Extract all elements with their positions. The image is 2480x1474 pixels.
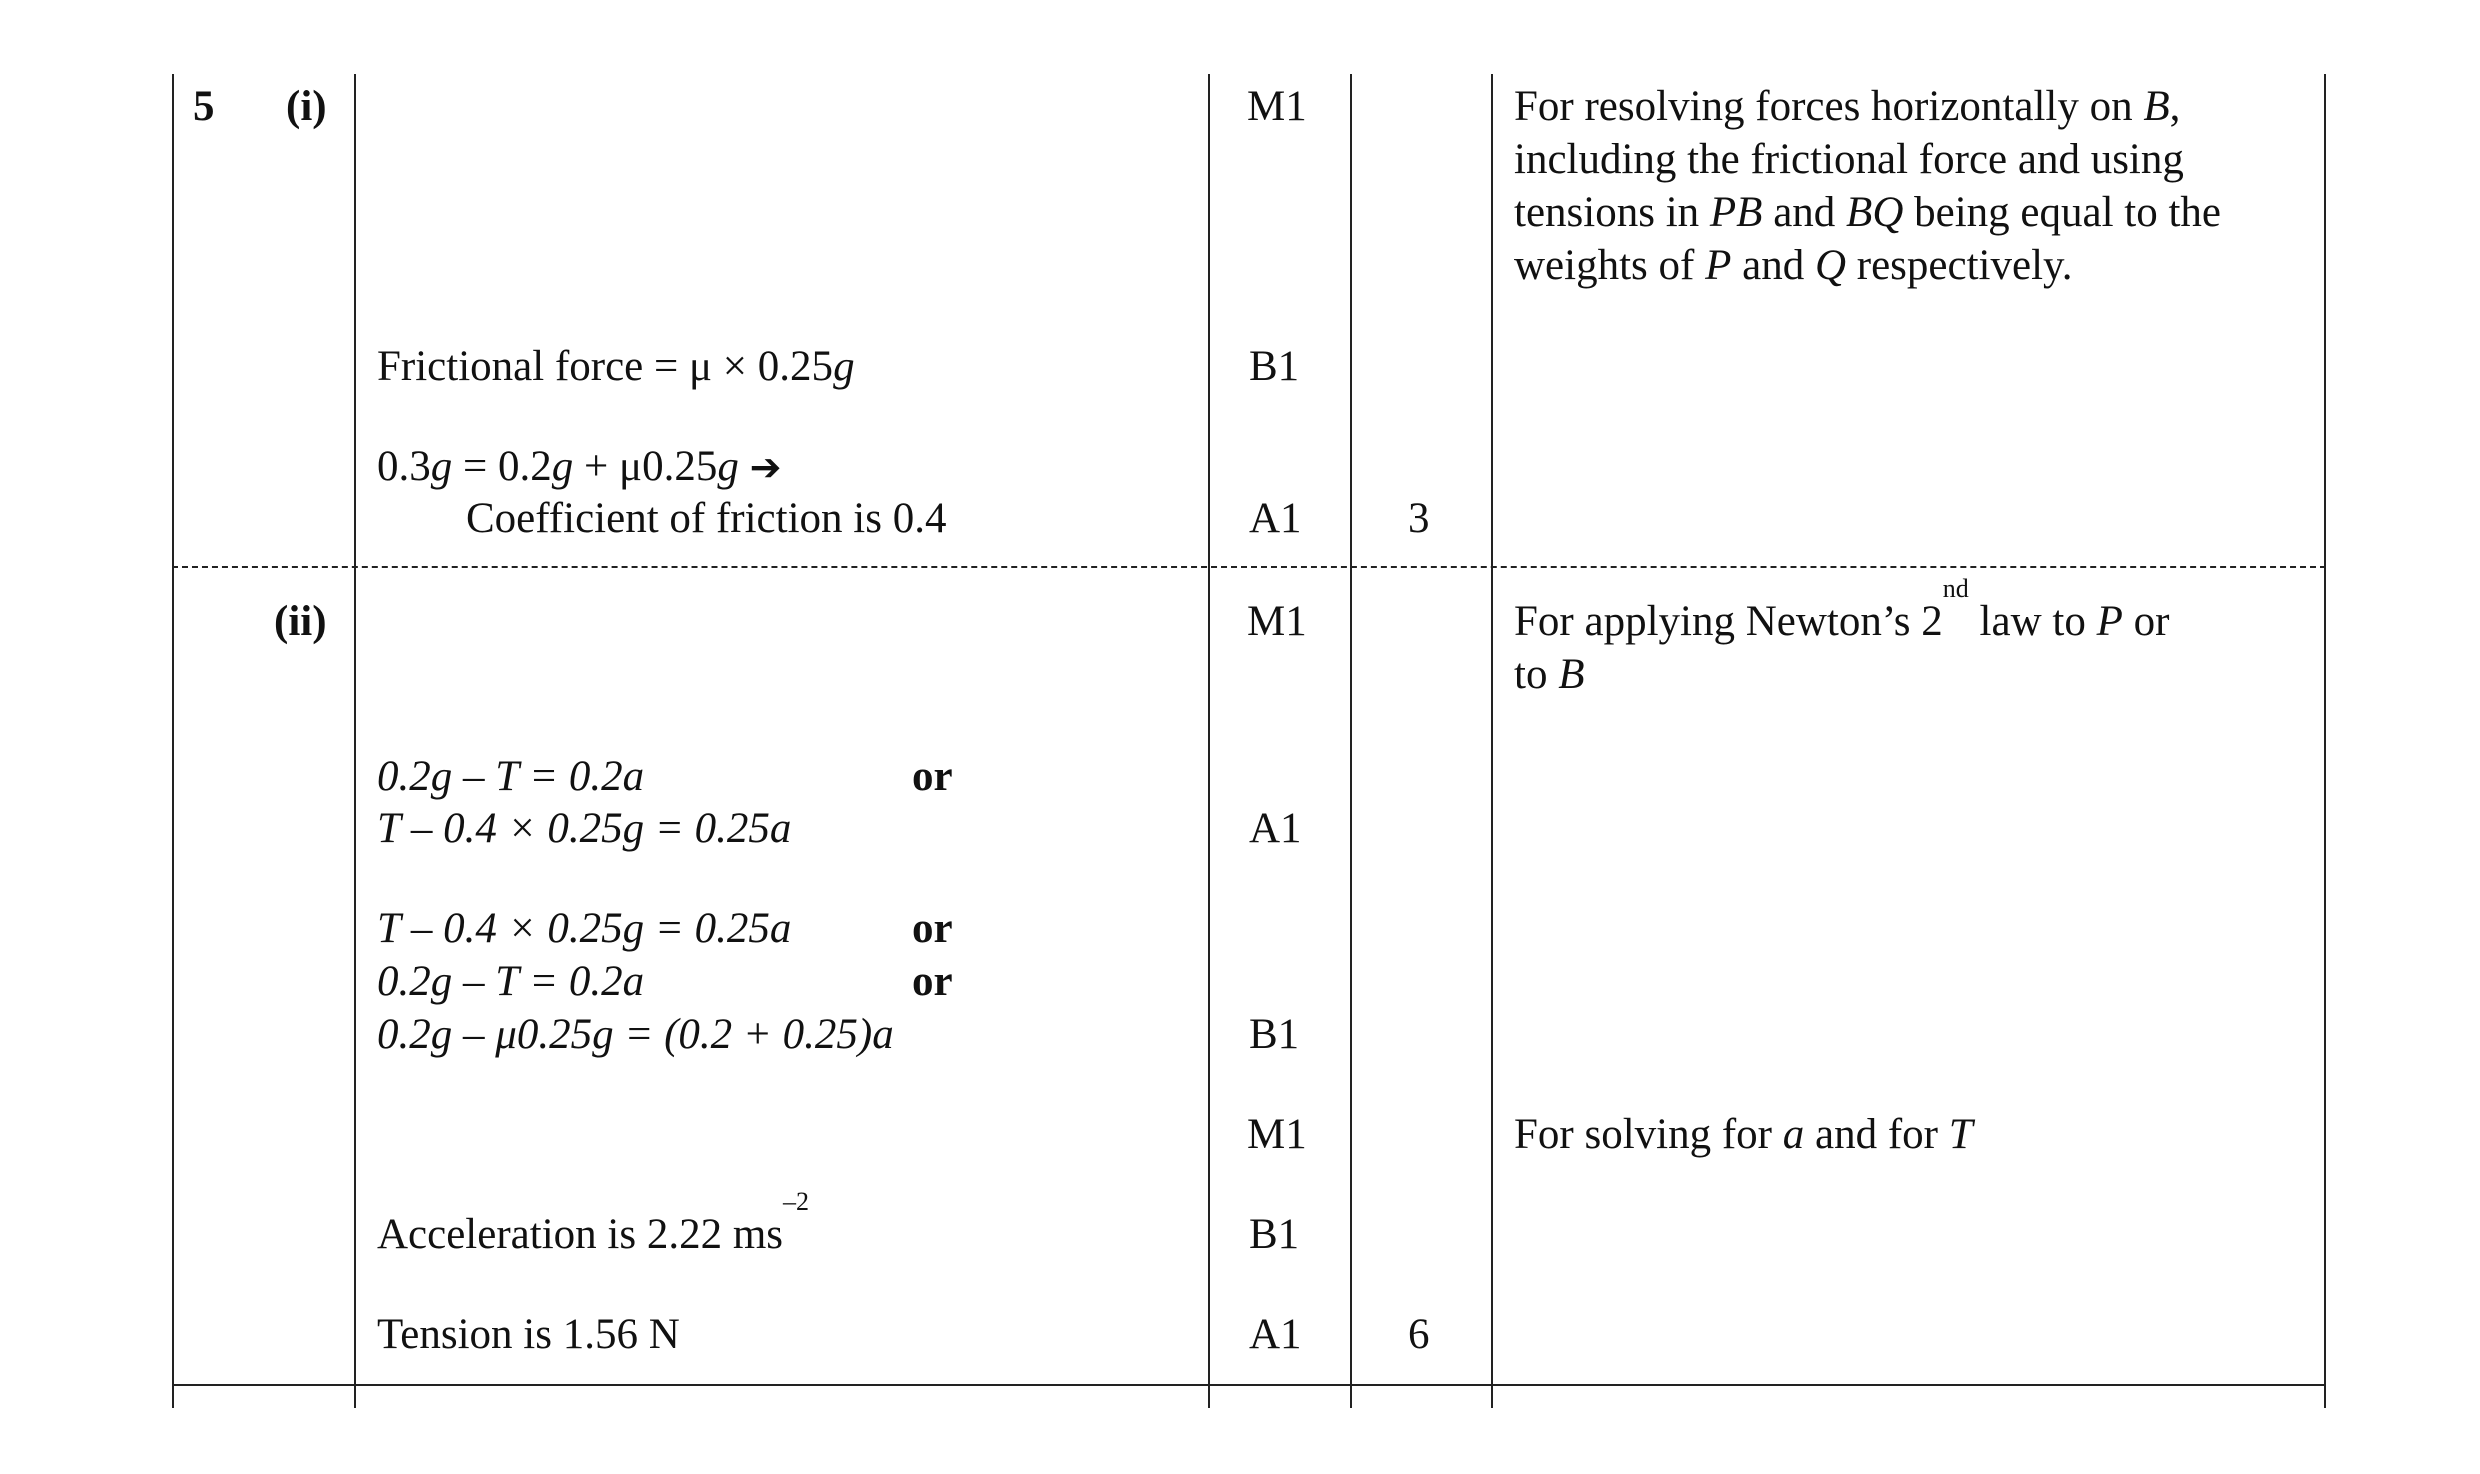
working-equation-line: 0.3g = 0.2g + μ0.25g ➔ [377,443,782,490]
table-bottom-rule [172,1384,2326,1386]
working-ii-eq-1: 0.2g – T = 0.2a [377,753,645,800]
mark-i-1: M1 [1247,83,1307,130]
working-ii-eq-3: T – 0.4 × 0.25g = 0.25a [377,905,792,952]
comment-ii-newton-line-1: For applying Newton’s 2nd law to P or [1514,574,2170,645]
working-ii-eq-5: 0.2g – μ0.25g = (0.2 + 0.25)a [377,1011,894,1058]
comment-ii-solving: For solving for a and for T [1514,1111,1973,1158]
mark-ii-6: A1 [1249,1311,1302,1358]
part-separator-dashed [172,566,2326,568]
column-divider-totals [1350,74,1352,1408]
part-label-i: (i) [286,83,327,130]
mark-ii-3: B1 [1249,1011,1300,1058]
question-number: 5 [193,83,215,130]
working-friction-line: Frictional force = μ × 0.25g [377,343,855,390]
mark-ii-5: B1 [1249,1211,1300,1258]
working-ii-eq-4: 0.2g – T = 0.2a [377,958,645,1005]
comment-i-line-4: weights of P and Q respectively. [1514,242,2073,289]
column-divider-working [354,74,356,1408]
column-divider-comments [1491,74,1493,1408]
table-border-right [2324,74,2326,1408]
mark-i-2: B1 [1249,343,1300,390]
column-divider-marks [1208,74,1210,1408]
mark-ii-1: M1 [1247,598,1307,645]
or-label-2: or [912,905,953,952]
part-label-ii: (ii) [274,598,327,645]
comment-i-line-1: For resolving forces horizontally on B, [1514,83,2181,130]
table-border-left [172,74,174,1408]
implies-arrow-icon: ➔ [749,445,782,489]
comment-i-line-2: including the frictional force and using [1514,136,2184,183]
working-ii-eq-2: T – 0.4 × 0.25g = 0.25a [377,805,792,852]
tension-answer: Tension is 1.56 N [377,1311,680,1358]
or-label-1: or [912,753,953,800]
total-i: 3 [1408,495,1430,542]
mark-ii-4: M1 [1247,1111,1307,1158]
mark-i-3: A1 [1249,495,1302,542]
acceleration-answer: Acceleration is 2.22 $ms^{-2}$ [377,1187,810,1258]
mark-ii-2: A1 [1249,805,1302,852]
comment-i-line-3: tensions in PB and BQ being equal to the [1514,189,2222,236]
working-result-line: Coefficient of friction is 0.4 [466,495,947,542]
total-ii: 6 [1408,1311,1430,1358]
or-label-3: or [912,958,953,1005]
comment-ii-newton-line-2: to B [1514,651,1585,698]
